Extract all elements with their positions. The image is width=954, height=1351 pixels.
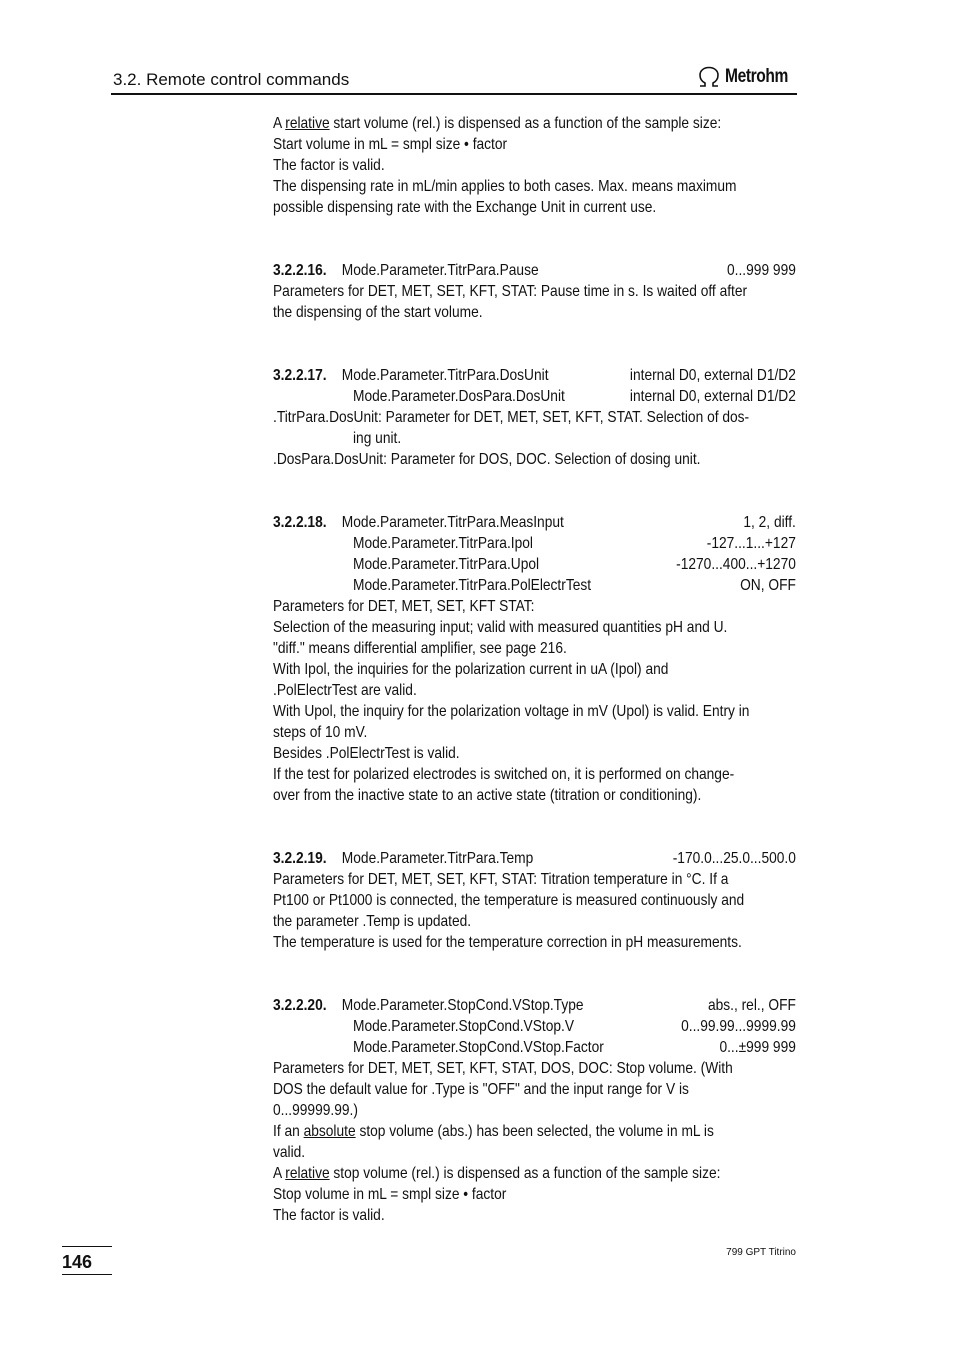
s18-line: Selection of the measuring input; valid with measured quantities pH and U. xyxy=(273,619,728,636)
s20-formula: Stop volume in mL = smpl size • factor xyxy=(273,1186,507,1203)
s18-line: Besides .PolElectrTest is valid. xyxy=(273,745,460,762)
header-rule xyxy=(111,93,797,95)
value-range: internal D0, external D1/D2 xyxy=(629,388,796,405)
value-range: ON, OFF xyxy=(740,577,796,594)
s20-absolute-line: If an absolute stop volume (abs.) has been selected, the volume in mL is xyxy=(273,1123,714,1140)
section-3-2-2-20 xyxy=(273,995,796,1016)
section-3-2-2-16 xyxy=(273,260,796,281)
s18-line: If the test for polarized electrodes is switched on, it is performed on change- xyxy=(273,766,735,783)
page-number-rule-top xyxy=(62,1246,112,1247)
section-number: 3.2.2.17. xyxy=(273,367,327,384)
command-path: Mode.Parameter.TitrPara.Temp xyxy=(341,850,534,867)
section-3-2-2-19 xyxy=(273,848,796,869)
command-path: Mode.Parameter.TitrPara.Ipol xyxy=(352,535,533,552)
metrohm-logo xyxy=(697,66,802,88)
section-number: 3.2.2.19. xyxy=(273,850,327,867)
s17-text-1: .TitrPara.DosUnit: Parameter for DET, MET, SET, KFT, STAT. Selection of dos- xyxy=(273,409,750,426)
command-path: Mode.Parameter.TitrPara.PolElectrTest xyxy=(352,577,592,594)
intro-line-3: The factor is valid. xyxy=(273,157,385,174)
s20-line: 0...99999.99.) xyxy=(273,1102,358,1119)
s16-text-1: Parameters for DET, MET, SET, KFT, STAT: Pause time in s. Is waited off after xyxy=(273,283,748,300)
s17-text-3: .DosPara.DosUnit: Parameter for DOS, DOC. Selection of dosing unit. xyxy=(273,451,701,468)
omega-icon xyxy=(697,66,721,88)
intro-line-5: possible dispensing rate with the Exchange Unit in current use. xyxy=(273,199,657,216)
command-path: Mode.Parameter.StopCond.VStop.Factor xyxy=(352,1039,604,1056)
section-3-2-2-18 xyxy=(273,512,796,533)
value-range: 1, 2, diff. xyxy=(743,514,796,531)
s18-line: over from the inactive state to an active state (titration or conditioning). xyxy=(273,787,702,804)
command-path: Mode.Parameter.TitrPara.MeasInput xyxy=(341,514,564,531)
s18-line: With Ipol, the inquiries for the polarization current in uA (Ipol) and xyxy=(273,661,669,678)
command-path: Mode.Parameter.TitrPara.DosUnit xyxy=(341,367,549,384)
value-range: 0...999 999 xyxy=(727,262,796,279)
s20-line: Parameters for DET, MET, SET, KFT, STAT, DOS, DOC: Stop volume. (With xyxy=(273,1060,733,1077)
section-number: 3.2.2.18. xyxy=(273,514,327,531)
s19-line: the parameter .Temp is updated. xyxy=(273,913,472,930)
value-range: -1270...400...+1270 xyxy=(676,556,796,573)
section-3-2-2-17 xyxy=(273,365,796,386)
value-range: internal D0, external D1/D2 xyxy=(629,367,796,384)
command-path: Mode.Parameter.TitrPara.Pause xyxy=(341,262,539,279)
section-number: 3.2.2.20. xyxy=(273,997,327,1014)
page-number-rule-bottom xyxy=(62,1274,112,1275)
command-path: Mode.Parameter.StopCond.VStop.V xyxy=(352,1018,575,1035)
s18-line: With Upol, the inquiry for the polarization voltage in mV (Upol) is valid. Entry in xyxy=(273,703,750,720)
s20-relative-line: A relative stop volume (rel.) is dispensed as a function of the sample size: xyxy=(273,1165,721,1182)
page-header-title: 3.2. Remote control commands xyxy=(113,70,350,89)
page-content xyxy=(273,113,796,1226)
s20-last: The factor is valid. xyxy=(273,1207,385,1224)
value-range: -170.0...25.0...500.0 xyxy=(672,850,796,867)
s18-line: Parameters for DET, MET, SET, KFT STAT: xyxy=(273,598,535,615)
value-range: 0...±999 999 xyxy=(719,1039,796,1056)
footer-product-name: 799 GPT Titrino xyxy=(726,1247,796,1258)
intro-line-2: Start volume in mL = smpl size • factor xyxy=(273,136,508,153)
section-number: 3.2.2.16. xyxy=(273,262,327,279)
intro-line-1: A relative start volume (rel.) is dispensed as a function of the sample size: xyxy=(273,115,722,132)
value-range: -127...1...+127 xyxy=(706,535,796,552)
s20-absolute-line-2: valid. xyxy=(273,1144,306,1161)
s19-line: The temperature is used for the temperature correction in pH measurements. xyxy=(273,934,742,951)
s20-line: DOS the default value for .Type is "OFF" and the input range for V is xyxy=(273,1081,689,1098)
s18-line: .PolElectrTest are valid. xyxy=(273,682,417,699)
logo-wordmark: Metrohm xyxy=(725,66,788,87)
s18-line: "diff." means differential amplifier, see page 216. xyxy=(273,640,567,657)
s19-line: Parameters for DET, MET, SET, KFT, STAT: Titration temperature in °C. If a xyxy=(273,871,729,888)
s18-line: steps of 10 mV. xyxy=(273,724,368,741)
command-path: Mode.Parameter.DosPara.DosUnit xyxy=(352,388,565,405)
value-range: abs., rel., OFF xyxy=(707,997,796,1014)
s16-text-2: the dispensing of the start volume. xyxy=(273,304,483,321)
command-path: Mode.Parameter.StopCond.VStop.Type xyxy=(341,997,584,1014)
page-number: 146 xyxy=(62,1252,93,1272)
s17-text-2: ing unit. xyxy=(352,430,402,447)
value-range: 0...99.99...9999.99 xyxy=(681,1018,796,1035)
s19-line: Pt100 or Pt1000 is connected, the temperature is measured continuously and xyxy=(273,892,745,909)
intro-line-4: The dispensing rate in mL/min applies to both cases. Max. means maximum xyxy=(273,178,737,195)
command-path: Mode.Parameter.TitrPara.Upol xyxy=(352,556,540,573)
